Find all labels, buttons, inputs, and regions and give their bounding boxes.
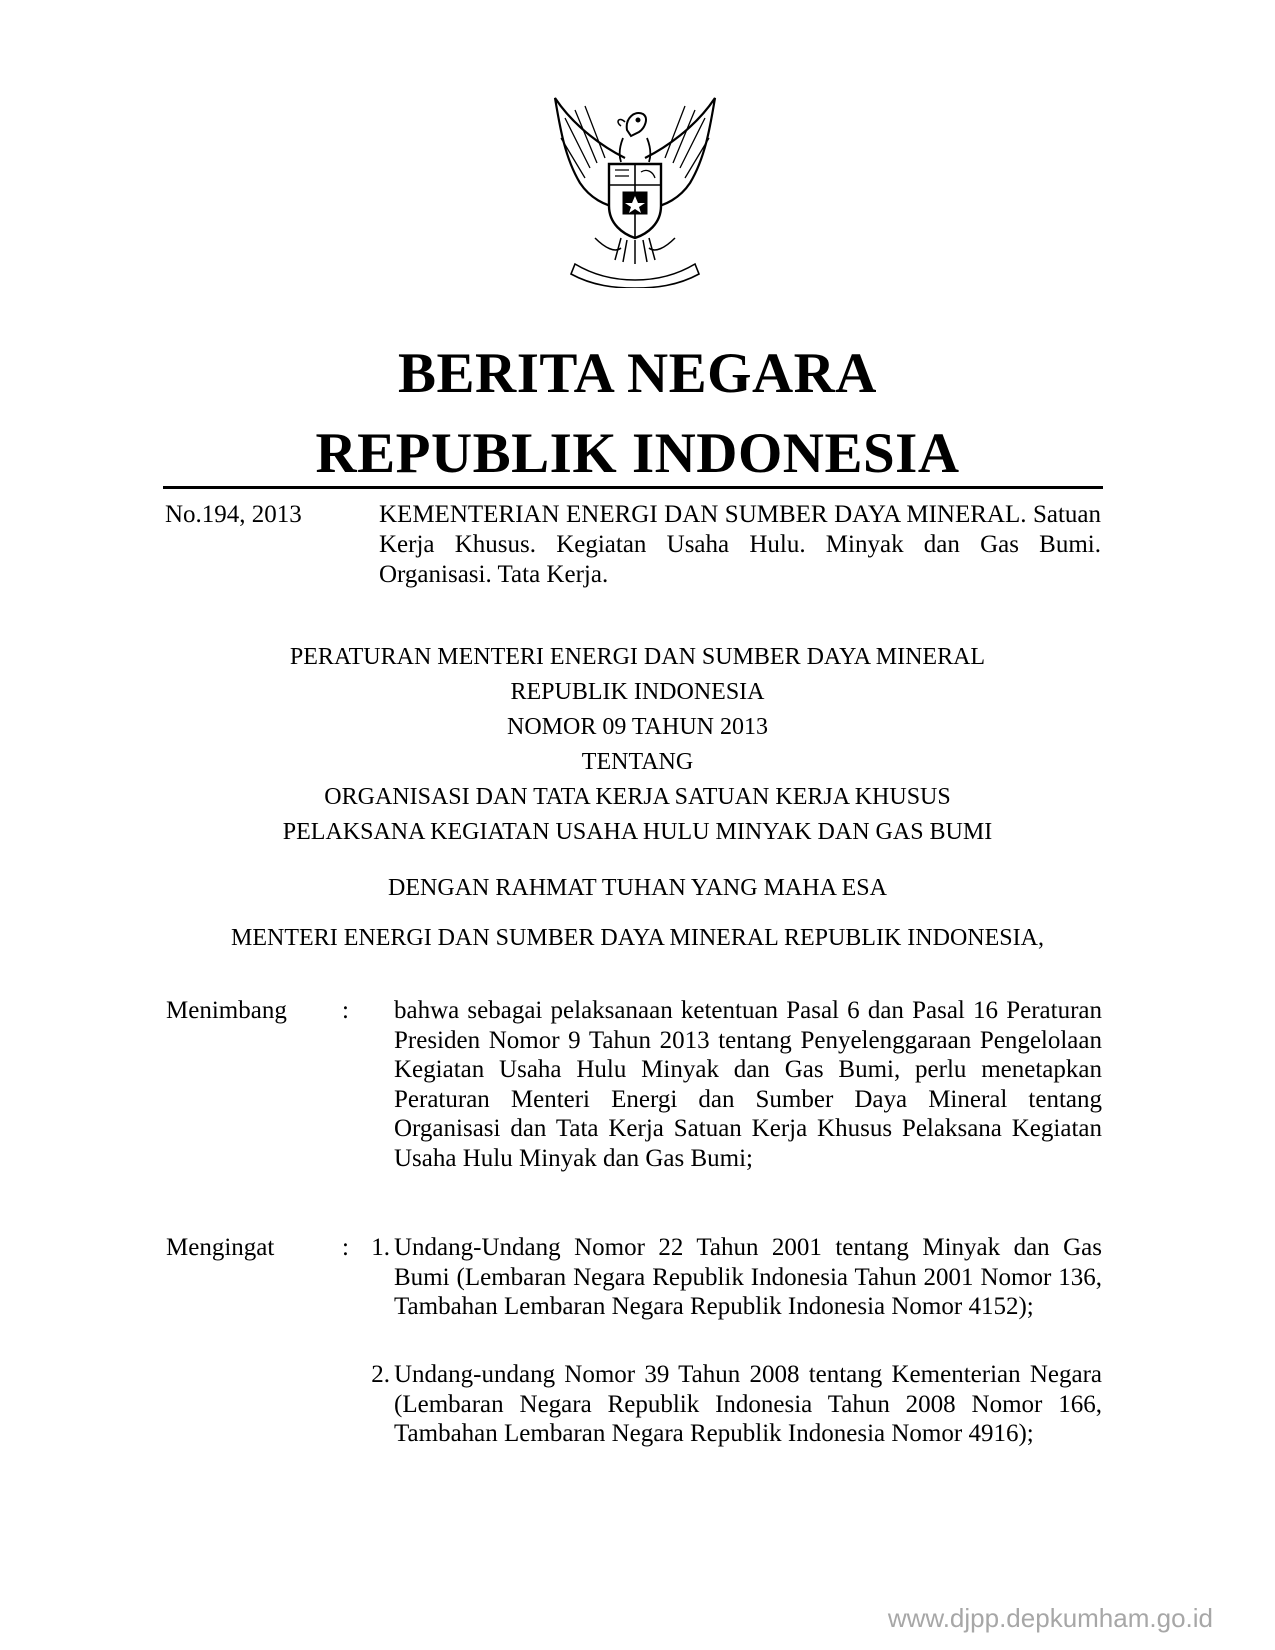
regulation-title-line: PELAKSANA KEGIATAN USAHA HULU MINYAK DAN GAS BUMI [282,819,993,845]
regulation-title-line: PERATURAN MENTERI ENERGI DAN SUMBER DAYA MINERAL [289,644,986,670]
menimbang-colon: : [342,997,349,1024]
header-divider [163,486,1103,489]
list-item-text: Undang-undang Nomor 39 Tahun 2008 tentang Kementerian Negara (Lembaran Negara Republik Indonesia Tahun 2008 Nomor 166, Tambahan Lembaran Negara Republik Indonesia Nomor 4916); [394,1361,1102,1447]
regulation-title-line: TENTANG [581,749,694,775]
watermark-url: www.djpp.depkumham.go.id [887,1603,1213,1633]
regulation-title-line: NOMOR 09 TAHUN 2013 [507,714,768,740]
list-item-number: 2. [371,1361,390,1388]
document-number: No.194, 2013 [165,501,302,528]
blessing-line: DENGAN RAHMAT TUHAN YANG MAHA ESA [388,875,887,901]
garuda-emblem-icon [535,88,735,288]
menimbang-label: Menimbang [166,997,287,1024]
masthead-title: BERITA NEGARA [398,342,877,405]
menimbang-text: bahwa sebagai pelaksanaan ketentuan Pasal 6 dan Pasal 16 Peraturan Presiden Nomor 9 Tahun 2013 tentang Penyelenggaraan Pengelolaan Kegiatan Usaha Hulu Minyak dan Gas Bumi, perlu menetapkan Peraturan Menteri Energi dan Sumber Daya Mineral tentang Organisasi dan Tata Kerja Satuan Kerja Khusus Pelaksana Kegiatan Usaha Hulu Minyak dan Gas Bumi; [394,997,1102,1172]
minister-line: MENTERI ENERGI DAN SUMBER DAYA MINERAL REPUBLIK INDONESIA, [231,925,1044,951]
mengingat-colon: : [342,1234,349,1261]
list-item-text: Undang-Undang Nomor 22 Tahun 2001 tentang Minyak dan Gas Bumi (Lembaran Negara Republik Indonesia Tahun 2001 Nomor 136, Tambahan Lembaran Negara Republik Indonesia Nomor 4152); [394,1234,1102,1320]
list-item-number: 1. [371,1234,390,1261]
masthead-subtitle: REPUBLIK INDONESIA [315,422,960,485]
regulation-title-line: ORGANISASI DAN TATA KERJA SATUAN KERJA KHUSUS [324,784,951,810]
regulation-title [0,640,1275,850]
regulation-title-line: REPUBLIK INDONESIA [510,679,765,705]
mengingat-label: Mengingat [166,1234,275,1261]
document-subject: KEMENTERIAN ENERGI DAN SUMBER DAYA MINERAL. Satuan Kerja Khusus. Kegiatan Usaha Hulu. Minyak dan Gas Bumi. Organisasi. Tata Kerja. [379,501,1101,588]
